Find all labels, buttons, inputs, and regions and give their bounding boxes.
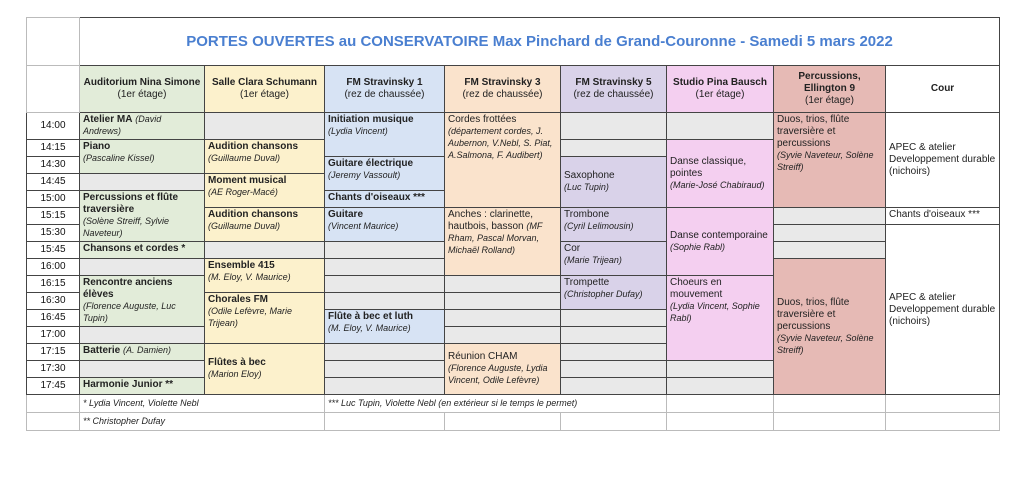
event-batterie: Batterie (A. Damien) [80, 344, 205, 361]
col-header-studio: Studio Pina Bausch (1er étage) [667, 66, 774, 113]
time-label: 16:00 [27, 259, 80, 276]
empty-cell [325, 413, 445, 431]
event-chants-oiseaux-2: Chants d'oiseaux *** [886, 208, 1000, 225]
empty-cell [667, 113, 774, 140]
col-header-percussions: Percussions, Ellington 9 (1er étage) [774, 66, 886, 113]
empty-cell [667, 413, 774, 431]
empty-cell [27, 413, 80, 431]
footnote-3: ** Christopher Dufay [80, 413, 325, 431]
time-label: 17:00 [27, 327, 80, 344]
empty-cell [445, 413, 561, 431]
col-header-fm1: FM Stravinsky 1 (rez de chaussée) [325, 66, 445, 113]
page-title: PORTES OUVERTES au CONSERVATOIRE Max Pinchard de Grand-Couronne - Samedi 5 mars 2022 [80, 18, 1000, 66]
time-label: 14:15 [27, 140, 80, 157]
event-percussions-flute: Percussions et flûte traversière (Solène Streiff, Sylvie Naveteur) [80, 191, 205, 242]
event-chorales-fm: Chorales FM (Odile Lefèvre, Marie Trijean) [205, 293, 325, 344]
event-duos-trios-2: Duos, trios, flûte traversière et percussions (Syvie Naveteur, Solène Streiff) [774, 259, 886, 395]
empty-cell [561, 310, 667, 327]
col-header-auditorium: Auditorium Nina Simone (1er étage) [80, 66, 205, 113]
event-piano: Piano (Pascaline Kissel) [80, 140, 205, 174]
empty-cell [561, 378, 667, 395]
time-label: 15:30 [27, 225, 80, 242]
col-header-fm3: FM Stravinsky 3 (rez de chaussée) [445, 66, 561, 113]
empty-cell [774, 225, 886, 242]
empty-cell [561, 113, 667, 140]
time-label: 17:15 [27, 344, 80, 361]
event-guitare-electrique: Guitare électrique (Jeremy Vassoult) [325, 157, 445, 191]
event-cordes-frottees: Cordes frottées (département cordes, J. Aubernon, V.Nebl, S. Piat, A.Salmona, F. Audibert) [445, 113, 561, 208]
event-cor: Cor (Marie Trijean) [561, 242, 667, 276]
time-label: 16:45 [27, 310, 80, 327]
empty-cell [445, 276, 561, 293]
event-apec-2: APEC & atelier Developpement durable (nichoirs) [886, 225, 1000, 395]
col-header-cour: Cour [886, 66, 1000, 113]
event-flute-luth: Flûte à bec et luth (M. Eloy, V. Maurice) [325, 310, 445, 344]
empty-cell [325, 344, 445, 361]
empty-cell [445, 310, 561, 327]
empty-cell [774, 413, 886, 431]
empty-cell [80, 174, 205, 191]
time-label: 14:00 [27, 113, 80, 140]
event-reunion-cham: Réunion CHAM (Florence Auguste, Lydia Vincent, Odile Lefèvre) [445, 344, 561, 395]
time-label: 14:30 [27, 157, 80, 174]
empty-cell [561, 361, 667, 378]
event-trombone: Trombone (Cyril Lelimousin) [561, 208, 667, 242]
empty-cell [80, 361, 205, 378]
time-label: 14:45 [27, 174, 80, 191]
schedule-table [26, 17, 1000, 431]
empty-cell [325, 378, 445, 395]
empty-cell [886, 413, 1000, 431]
empty-cell [325, 259, 445, 276]
event-atelier-ma: Atelier MA (David Andrews) [80, 113, 205, 140]
event-duos-trios-1: Duos, trios, flûte traversière et percussions (Syvie Naveteur, Solène Streiff) [774, 113, 886, 208]
empty-cell [80, 259, 205, 276]
event-audition-chansons-2: Audition chansons (Guillaume Duval) [205, 208, 325, 242]
event-anches: Anches : clarinette, hautbois, basson (MF Rham, Pascal Morvan, Michaël Rolland) [445, 208, 561, 276]
footnote-2: *** Luc Tupin, Violette Nebl (en extérieur si le temps le permet) [325, 395, 667, 413]
empty-cell [80, 327, 205, 344]
time-label: 17:30 [27, 361, 80, 378]
time-label: 17:45 [27, 378, 80, 395]
time-label: 16:15 [27, 276, 80, 293]
corner-cell [27, 66, 80, 113]
empty-cell [667, 378, 774, 395]
event-danse-classique: Danse classique, pointes (Marie-José Chabiraud) [667, 140, 774, 208]
time-label: 15:15 [27, 208, 80, 225]
empty-cell [325, 276, 445, 293]
event-moment-musical: Moment musical (AE Roger-Macé) [205, 174, 325, 208]
event-flutes-a-bec: Flûtes à bec (Marion Eloy) [205, 344, 325, 395]
empty-cell [561, 413, 667, 431]
empty-cell [774, 242, 886, 259]
empty-cell [561, 327, 667, 344]
empty-cell [205, 113, 325, 140]
event-initiation-musique: Initiation musique (Lydia Vincent) [325, 113, 445, 157]
time-label: 15:45 [27, 242, 80, 259]
empty-cell [667, 395, 774, 413]
empty-cell [325, 242, 445, 259]
event-choeurs: Choeurs en mouvement (Lydia Vincent, Sophie Rabl) [667, 276, 774, 361]
event-trompette: Trompette (Christopher Dufay) [561, 276, 667, 310]
event-harmonie-junior: Harmonie Junior ** [80, 378, 205, 395]
event-apec-1: APEC & atelier Developpement durable (nichoirs) [886, 113, 1000, 208]
event-chansons-cordes: Chansons et cordes * [80, 242, 205, 259]
col-header-salle-clara: Salle Clara Schumann (1er étage) [205, 66, 325, 113]
col-header-fm5: FM Stravinsky 5 (rez de chaussée) [561, 66, 667, 113]
corner-cell [27, 18, 80, 66]
time-label: 16:30 [27, 293, 80, 310]
empty-cell [325, 361, 445, 378]
empty-cell [774, 208, 886, 225]
empty-cell [325, 293, 445, 310]
empty-cell [667, 361, 774, 378]
empty-cell [27, 395, 80, 413]
empty-cell [205, 242, 325, 259]
empty-cell [561, 140, 667, 157]
event-saxophone: Saxophone (Luc Tupin) [561, 157, 667, 208]
empty-cell [445, 293, 561, 310]
footnote-1: * Lydia Vincent, Violette Nebl [80, 395, 325, 413]
event-ensemble-415: Ensemble 415 (M. Eloy, V. Maurice) [205, 259, 325, 293]
empty-cell [445, 327, 561, 344]
empty-cell [561, 344, 667, 361]
event-rencontre-anciens: Rencontre anciens élèves (Florence Auguste, Luc Tupin) [80, 276, 205, 327]
event-guitare: Guitare (Vincent Maurice) [325, 208, 445, 242]
event-danse-contemporaine: Danse contemporaine (Sophie Rabl) [667, 208, 774, 276]
time-label: 15:00 [27, 191, 80, 208]
empty-cell [886, 395, 1000, 413]
event-chants-oiseaux-1: Chants d'oiseaux *** [325, 191, 445, 208]
event-audition-chansons-1: Audition chansons (Guillaume Duval) [205, 140, 325, 174]
empty-cell [774, 395, 886, 413]
